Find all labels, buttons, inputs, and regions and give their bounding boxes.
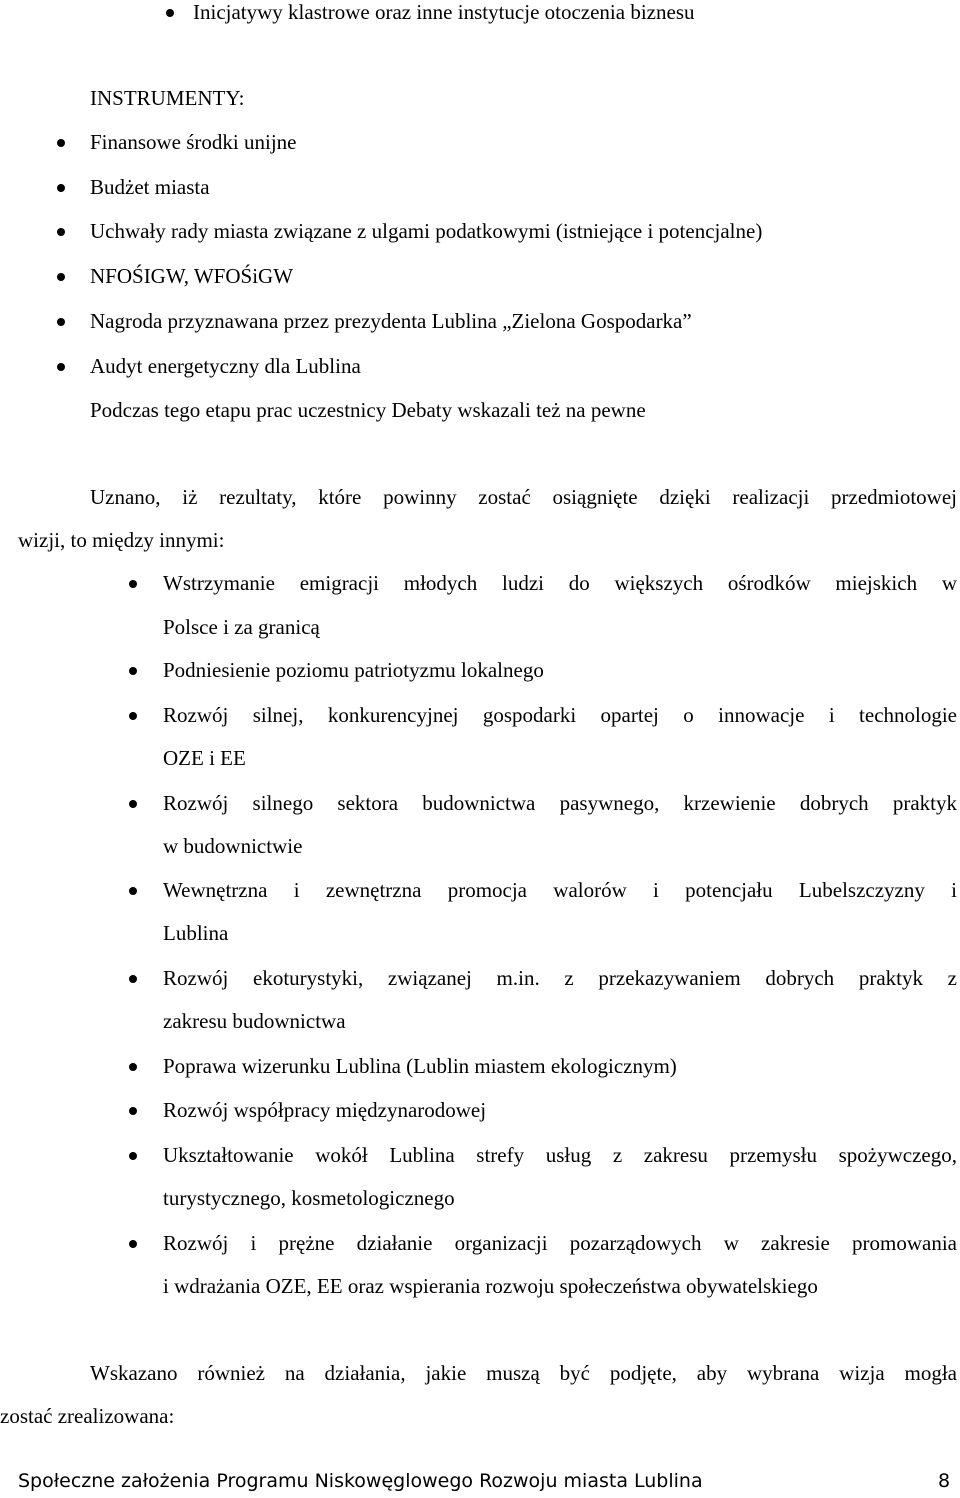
list-item: Finansowe środki unijne <box>90 130 297 154</box>
bullet-icon <box>57 363 65 371</box>
list-item-line: Rozwój silnej, konkurencyjnej gospodarki opartej o innowacje i technologie <box>163 703 957 727</box>
bullet-icon <box>129 1240 137 1248</box>
section-heading-instruments: INSTRUMENTY: <box>90 86 245 110</box>
closing-line1: Wskazano również na działania, jakie muszą być podjęte, aby wybrana wizja mogła <box>90 1361 957 1385</box>
top-list-item: Inicjatywy klastrowe oraz inne instytucje otoczenia biznesu <box>193 0 695 24</box>
bullet-icon <box>57 273 65 281</box>
bullet-icon <box>129 1063 137 1071</box>
bullet-icon <box>57 318 65 326</box>
bullet-icon <box>129 712 137 720</box>
list-item: Uchwały rady miasta związane z ulgami podatkowymi (istniejące i potencjalne) <box>90 219 763 243</box>
bullet-icon <box>129 887 137 895</box>
list-item-line: OZE i EE <box>163 746 246 770</box>
list-item-line: i wdrażania OZE, EE oraz wspierania rozwoju społeczeństwa obywatelskiego <box>163 1274 818 1298</box>
list-item: Nagroda przyznawana przez prezydenta Lublina „Zielona Gospodarka” <box>90 309 692 333</box>
bullet-icon <box>129 667 137 675</box>
list-item-line: Lublina <box>163 921 229 945</box>
bullet-icon <box>57 228 65 236</box>
bullet-icon <box>129 580 137 588</box>
list-item-line: Poprawa wizerunku Lublina (Lublin miastem ekologicznym) <box>163 1054 677 1078</box>
footer-title: Społeczne założenia Programu Niskowęglowego Rozwoju miasta Lublina <box>18 1470 703 1492</box>
bullet-icon <box>57 139 65 147</box>
list-item-line: turystycznego, kosmetologicznego <box>163 1186 455 1210</box>
bullet-icon <box>129 1152 137 1160</box>
list-item-line: Rozwój ekoturystyki, związanej m.in. z przekazywaniem dobrych praktyk z <box>163 966 957 990</box>
results-intro-line1: Uznano, iż rezultaty, które powinny zostać osiągnięte dzięki realizacji przedmiotowej <box>90 485 957 509</box>
list-item-line: Podniesienie poziomu patriotyzmu lokalnego <box>163 658 544 682</box>
page-number: 8 <box>938 1470 951 1492</box>
list-item: NFOŚIGW, WFOŚiGW <box>90 264 294 288</box>
list-item-line: w budownictwie <box>163 834 303 858</box>
results-intro-line2: wizji, to między innymi: <box>18 528 225 552</box>
list-item-line: Polsce i za granicą <box>163 615 320 639</box>
list-item-line: Rozwój współpracy międzynarodowej <box>163 1098 487 1122</box>
list-item-line: zakresu budownictwa <box>163 1009 346 1033</box>
bullet-icon <box>129 975 137 983</box>
bullet-icon <box>129 800 137 808</box>
list-item-line: Wewnętrzna i zewnętrzna promocja walorów i potencjału Lubelszczyzny i <box>163 878 957 902</box>
list-item: Budżet miasta <box>90 175 210 199</box>
instruments-note: Podczas tego etapu prac uczestnicy Debaty wskazali też na pewne <box>90 398 646 422</box>
list-item-line: Ukształtowanie wokół Lublina strefy usług z zakresu przemysłu spożywczego, <box>163 1143 957 1167</box>
list-item-line: Rozwój i prężne działanie organizacji pozarządowych w zakresie promowania <box>163 1231 957 1255</box>
bullet-icon <box>129 1107 137 1115</box>
bullet-icon <box>57 184 65 192</box>
list-item-line: Rozwój silnego sektora budownictwa pasywnego, krzewienie dobrych praktyk <box>163 791 957 815</box>
bullet-icon <box>166 9 174 17</box>
list-item-line: Wstrzymanie emigracji młodych ludzi do większych ośrodków miejskich w <box>163 571 957 595</box>
list-item: Audyt energetyczny dla Lublina <box>90 354 361 378</box>
closing-line2: zostać zrealizowana: <box>0 1404 175 1428</box>
